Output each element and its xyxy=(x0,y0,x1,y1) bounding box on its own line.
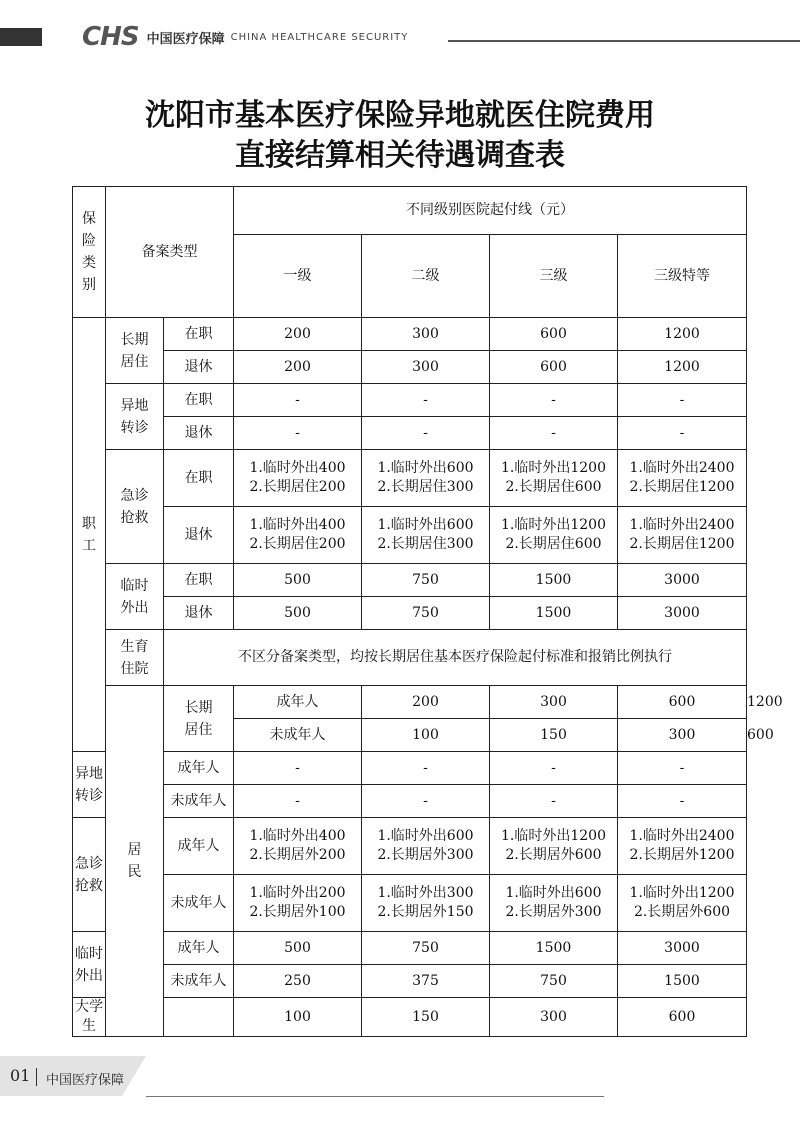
value-cell: 600 xyxy=(618,686,747,719)
filing-long-term: 长期居住 xyxy=(106,318,164,384)
value-cell: 1.临时外出2400 2.长期居住1200 xyxy=(618,450,747,507)
value-cell: 100 xyxy=(234,998,362,1037)
logo-chinese-name: 中国医疗保障 xyxy=(146,31,225,47)
value-cell: - xyxy=(618,384,747,417)
value-cell: 1500 xyxy=(490,932,618,965)
filing-temp-out: 临时外出 xyxy=(73,932,106,998)
value-cell: 1.临时外出600 2.长期居住300 xyxy=(362,507,490,564)
value-cell: 3000 xyxy=(618,564,747,597)
filing-temp-out: 临时外出 xyxy=(106,564,164,630)
title-line-2: 直接结算相关待遇调查表 xyxy=(235,138,565,173)
page-number: 01 xyxy=(10,1066,31,1085)
sub-type: 退休 xyxy=(164,597,234,630)
value-cell: - xyxy=(490,752,618,785)
value-cell: 250 xyxy=(234,965,362,998)
value-cell: 1.临时外出300 2.长期居外150 xyxy=(362,875,490,932)
table-row xyxy=(73,630,747,686)
value-cell: - xyxy=(362,752,490,785)
logo-english-name: CHINA HEALTHCARE SECURITY xyxy=(230,31,409,43)
table-row: 居民 长期居住 成年人 200 300 600 1200 xyxy=(73,686,747,719)
filing-transfer: 异地转诊 xyxy=(106,384,164,450)
header-rule xyxy=(448,40,800,42)
value-cell: 1.临时外出400 2.长期居住200 xyxy=(234,507,362,564)
header-level-3-special: 三级特等 xyxy=(618,235,747,318)
value-cell: - xyxy=(234,417,362,450)
value-cell: 150 xyxy=(362,998,490,1037)
sub-type: 成年人 xyxy=(164,752,234,785)
category-employee: 职工 xyxy=(73,318,106,752)
table-row xyxy=(73,318,747,351)
value-cell: 200 xyxy=(362,686,490,719)
value-cell: 200 xyxy=(234,318,362,351)
header-filing-type: 备案类型 xyxy=(106,187,234,318)
value-cell: 1.临时外出2400 2.长期居住1200 xyxy=(618,507,747,564)
footer-divider xyxy=(36,1068,37,1086)
value-cell: 600 xyxy=(618,998,747,1037)
value-cell: 750 xyxy=(490,965,618,998)
value-cell: - xyxy=(618,752,747,785)
table-row xyxy=(73,597,747,630)
value-cell: 200 xyxy=(234,351,362,384)
value-cell: 1.临时外出400 2.长期居外200 xyxy=(234,818,362,875)
header-level-2: 二级 xyxy=(362,235,490,318)
table-row xyxy=(73,785,747,818)
value-cell: 300 xyxy=(362,318,490,351)
value-cell: 1200 xyxy=(618,318,747,351)
value-cell: - xyxy=(234,752,362,785)
footer-rule xyxy=(146,1096,604,1097)
value-cell: 1500 xyxy=(490,564,618,597)
logo-mark: CHS xyxy=(82,22,139,52)
treatment-table xyxy=(72,186,783,1037)
filing-emergency: 急诊抢救 xyxy=(73,818,106,932)
header-level-1: 一级 xyxy=(234,235,362,318)
sub-type: 成年人 xyxy=(164,932,234,965)
value-cell: 750 xyxy=(362,564,490,597)
value-cell: 500 xyxy=(234,932,362,965)
page-title xyxy=(0,96,800,176)
table-row xyxy=(73,507,747,564)
header-insurance-type: 保险类别 xyxy=(73,187,106,318)
value-cell: 500 xyxy=(234,564,362,597)
value-cell: 3000 xyxy=(618,597,747,630)
table-row xyxy=(73,564,747,597)
sub-type: 成年人 xyxy=(164,818,234,875)
sub-type: 未成年人 xyxy=(234,719,362,752)
table-row xyxy=(73,384,747,417)
value-cell: - xyxy=(490,384,618,417)
sub-type-empty xyxy=(164,998,234,1037)
value-cell: 1.临时外出1200 2.长期居外600 xyxy=(490,818,618,875)
value-cell: 150 xyxy=(490,719,618,752)
table-row xyxy=(73,818,747,875)
sub-type: 在职 xyxy=(164,564,234,597)
sub-type: 未成年人 xyxy=(164,785,234,818)
table-row xyxy=(73,875,747,932)
value-cell: 1.临时外出600 2.长期居住300 xyxy=(362,450,490,507)
value-cell: - xyxy=(234,384,362,417)
sub-type: 未成年人 xyxy=(164,875,234,932)
value-cell: 1.临时外出1200 2.长期居住600 xyxy=(490,450,618,507)
value-cell: - xyxy=(234,785,362,818)
value-cell: - xyxy=(618,417,747,450)
table-row xyxy=(73,351,747,384)
filing-emergency: 急诊抢救 xyxy=(106,450,164,564)
value-cell: 1500 xyxy=(618,965,747,998)
value-cell: 1.临时外出2400 2.长期居外1200 xyxy=(618,818,747,875)
value-cell: - xyxy=(362,785,490,818)
table-row xyxy=(73,450,747,507)
sub-type: 在职 xyxy=(164,450,234,507)
value-cell: 1.临时外出400 2.长期居住200 xyxy=(234,450,362,507)
value-cell: 600 xyxy=(490,351,618,384)
sub-type: 退休 xyxy=(164,417,234,450)
value-cell: 1500 xyxy=(490,597,618,630)
value-cell: 500 xyxy=(234,597,362,630)
filing-transfer: 异地转诊 xyxy=(73,752,106,818)
header-accent-bar xyxy=(0,28,42,46)
sub-type: 退休 xyxy=(164,351,234,384)
value-cell: - xyxy=(490,785,618,818)
value-cell: 1.临时外出1200 2.长期居外600 xyxy=(618,875,747,932)
maternity-note: 不区分备案类型，均按长期居住基本医疗保险起付标准和报销比例执行 xyxy=(164,630,747,686)
table-row xyxy=(73,932,747,965)
table-row xyxy=(73,965,747,998)
value-cell: - xyxy=(362,417,490,450)
value-cell: 300 xyxy=(490,998,618,1037)
value-cell: 100 xyxy=(362,719,490,752)
value-cell: 1.临时外出200 2.长期居外100 xyxy=(234,875,362,932)
category-resident: 居民 xyxy=(106,686,164,1037)
table-row xyxy=(73,417,747,450)
value-cell: 750 xyxy=(362,597,490,630)
chs-logo xyxy=(82,22,408,52)
table-row xyxy=(73,752,747,785)
filing-long-term: 长期居住 xyxy=(164,686,234,752)
value-cell: - xyxy=(362,384,490,417)
value-cell: 1200 xyxy=(618,351,747,384)
header-level-3: 三级 xyxy=(490,235,618,318)
sub-type: 在职 xyxy=(164,318,234,351)
value-cell: 300 xyxy=(362,351,490,384)
header-threshold: 不同级别医院起付线（元） xyxy=(234,187,747,235)
value-cell: 1.临时外出600 2.长期居外300 xyxy=(362,818,490,875)
sub-type: 退休 xyxy=(164,507,234,564)
sub-type: 成年人 xyxy=(234,686,362,719)
value-cell: 375 xyxy=(362,965,490,998)
value-cell: 3000 xyxy=(618,932,747,965)
value-cell: 750 xyxy=(362,932,490,965)
filing-maternity: 生育住院 xyxy=(106,630,164,686)
sub-type: 未成年人 xyxy=(164,965,234,998)
value-cell: 600 xyxy=(490,318,618,351)
table-row: 未成年人 100 150 300 600 xyxy=(73,719,747,752)
footer-publication: 中国医疗保障 xyxy=(46,1073,125,1088)
value-cell: - xyxy=(618,785,747,818)
sub-type: 在职 xyxy=(164,384,234,417)
value-cell: 1.临时外出600 2.长期居外300 xyxy=(490,875,618,932)
value-cell: 1.临时外出1200 2.长期居住600 xyxy=(490,507,618,564)
value-cell: 300 xyxy=(490,686,618,719)
value-cell: - xyxy=(490,417,618,450)
value-cell: 300 xyxy=(618,719,747,752)
filing-student: 大学生 xyxy=(73,998,106,1037)
table-row xyxy=(73,998,747,1037)
title-line-1: 沈阳市基本医疗保险异地就医住院费用 xyxy=(145,98,655,133)
